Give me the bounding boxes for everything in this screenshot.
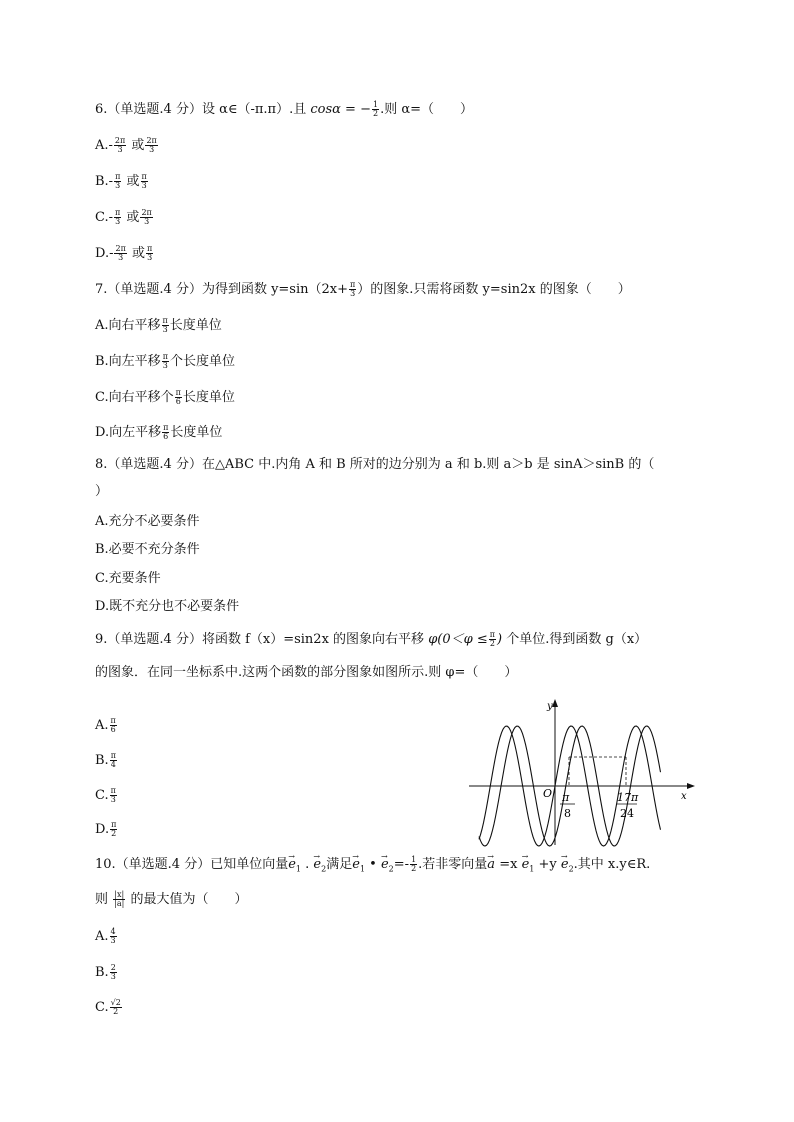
q6-option-c[interactable]: C.- $\frac{\pi}{3}$ 或 $\frac{2\pi}{3}$: [95, 208, 152, 226]
tick1-num: π: [562, 791, 570, 804]
q8-option-c[interactable]: C.充要条件: [95, 571, 161, 586]
q10-option-b[interactable]: B. $\frac{2}{3}$: [95, 963, 116, 981]
q10-option-c[interactable]: C. $\frac{√2}{2}$: [95, 998, 121, 1016]
q8-option-b[interactable]: B.必要不充分条件: [95, 542, 200, 557]
q10-stem-line1: 10.（单选题.4 分）已知单位向量→ $e_1$ . → $e_2$满足→ $e_1$ • → $e_2=-$ $\frac{1}{2}$ .若非零向量→ $a =x \to e_1 +y \to e_2$.其中 x.y∈R.: [95, 855, 650, 880]
y-axis-arrow: [552, 699, 558, 707]
q6-option-d[interactable]: D.- $\frac{2\pi}{3}$ 或 $\frac{\pi}{3}$: [95, 244, 153, 262]
q7-option-b[interactable]: B.向左平移 $\frac{\pi}{3}$ 个长度单位: [95, 352, 235, 370]
q7-option-d[interactable]: D.向左平移 $\frac{\pi}{6}$ 长度单位: [95, 423, 223, 441]
q7-stem: 7.（单选题.4 分）为得到函数 y=sin（2x+ $\frac{\pi}{3}$ ）的图象.只需将函数 y=sin2x 的图象（ ）: [95, 280, 631, 298]
q9-option-d[interactable]: D. $\frac{\pi}{2}$: [95, 820, 117, 838]
x-label: x: [681, 791, 687, 802]
q7-option-a[interactable]: A.向右平移 $\frac{\pi}{3}$ 长度单位: [95, 316, 222, 334]
origin-label: O: [543, 787, 553, 800]
x-axis-arrow: [687, 783, 695, 789]
q6-half: $\frac{1}{2}$: [372, 100, 379, 118]
q6-stem-text: 6.（单选题.4 分）设 α∈（-π.π）.且: [95, 102, 307, 117]
q10-stem-line2: 则 $\frac{|x|}{|a|}$ 的最大值为（ ）: [95, 890, 248, 908]
q10-option-a[interactable]: A. $\frac{4}{3}$: [95, 927, 116, 945]
q8-stem-line2: ）: [95, 484, 109, 499]
q9-stem-line2: 的图象．在同一坐标系中.这两个函数的部分图象如图所示.则 φ=（ ）: [95, 665, 518, 680]
q6-eq: = −: [340, 102, 371, 117]
q6-option-a[interactable]: A.- $\frac{2\pi}{3}$ 或 $\frac{2\pi}{3}$: [95, 136, 157, 154]
q9-stem-line1: 9.（单选题.4 分）将函数 f（x）=sin2x 的图象向右平移 φ(0＜φ ≤ $\frac{\pi}{2}$ ) 个单位.得到函数 g（x）: [95, 630, 648, 648]
q6-cos: cosα: [310, 102, 341, 117]
tick1-den: 8: [564, 807, 571, 820]
q9-option-c[interactable]: C. $\frac{\pi}{3}$: [95, 786, 116, 804]
q8-stem-line1: 8.（单选题.4 分）在△ABC 中.内角 A 和 B 所对的边分别为 a 和 b.则 a＞b 是 sinA＞sinB 的（: [95, 457, 655, 472]
q6-stem-end: .则 α=（ ）: [380, 102, 474, 117]
q8-option-a[interactable]: A.充分不必要条件: [95, 514, 200, 529]
q7-option-c[interactable]: C.向右平移个 $\frac{\pi}{6}$ 长度单位: [95, 388, 235, 406]
q9-sine-graph: [465, 695, 700, 850]
q8-option-d[interactable]: D.既不充分也不必要条件: [95, 599, 240, 614]
tick2-num: 17π: [617, 791, 639, 804]
q6-option-b[interactable]: B.- $\frac{\pi}{3}$ 或 $\frac{\pi}{3}$: [95, 172, 147, 190]
y-label: y: [547, 701, 553, 712]
q9-option-b[interactable]: B. $\frac{\pi}{4}$: [95, 751, 116, 769]
q6-stem: [95, 100, 473, 120]
tick2-den: 24: [620, 807, 634, 820]
q9-option-a[interactable]: A. $\frac{\pi}{6}$: [95, 716, 116, 734]
